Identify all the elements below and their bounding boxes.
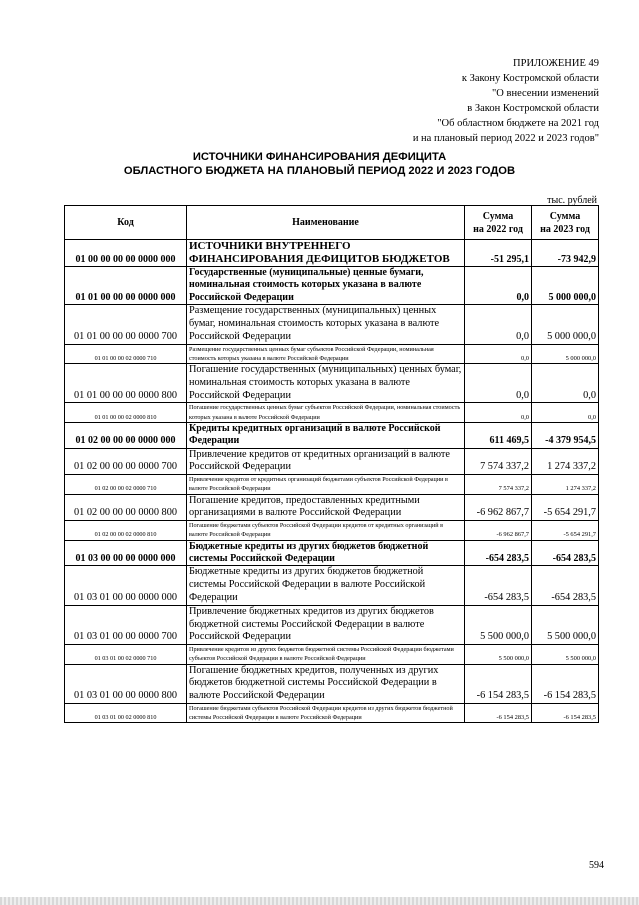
table-row bbox=[65, 645, 599, 664]
row-sum-2023: -654 283,5 bbox=[532, 566, 599, 605]
appendix-header-line: и на плановый период 2022 и 2023 годов" bbox=[412, 133, 599, 144]
table-row bbox=[65, 566, 599, 605]
table-row bbox=[65, 494, 599, 521]
row-name: Привлечение бюджетных кредитов из других бюджетов бюджетной системы Российской Федерации в валюте Российской Федерации bbox=[187, 605, 465, 644]
appendix-header-line: "Об областном бюджете на 2021 год bbox=[437, 118, 599, 129]
appendix-header-line: к Закону Костромской области bbox=[461, 73, 599, 84]
table-row bbox=[65, 521, 599, 540]
row-name: Погашение государственных (муниципальных) ценных бумаг, номинальная стоимость которых указана в валюте Российской Федерации bbox=[187, 364, 465, 403]
column-header-2023-line-2: на 2023 год bbox=[540, 223, 590, 235]
row-name: Бюджетные кредиты из других бюджетов бюджетной системы Российской Федерации bbox=[187, 540, 465, 566]
row-sum-2022: 7 574 337,2 bbox=[465, 475, 532, 494]
appendix-header bbox=[413, 56, 599, 146]
document-title-line-2: ОБЛАСТНОГО БЮДЖЕТА НА ПЛАНОВЫЙ ПЕРИОД 2022 И 2023 ГОДОВ bbox=[123, 165, 516, 177]
row-sum-2022: -654 283,5 bbox=[465, 540, 532, 566]
row-name: ИСТОЧНИКИ ВНУТРЕННЕГО ФИНАНСИРОВАНИЯ ДЕФИЦИТОВ БЮДЖЕТОВ bbox=[187, 240, 465, 267]
page-number: 594 bbox=[589, 860, 604, 871]
row-sum-2023: 5 000 000,0 bbox=[532, 344, 599, 363]
row-name: Погашение кредитов, предоставленных кредитными организациями в валюте Российской Федерации bbox=[187, 494, 465, 521]
row-sum-2022: -654 283,5 bbox=[465, 566, 532, 605]
row-code: 01 03 01 00 00 0000 000 bbox=[65, 566, 187, 605]
table-row bbox=[65, 704, 599, 723]
table-row bbox=[65, 267, 599, 305]
row-code: 01 00 00 00 00 0000 000 bbox=[65, 240, 187, 267]
row-name: Погашение государственных ценных бумаг субъектов Российской Федерации, номинальная стоимость которых указана в валюте Российской Федерации bbox=[187, 403, 465, 422]
row-sum-2023: -5 654 291,7 bbox=[532, 494, 599, 521]
row-sum-2023: -6 154 283,5 bbox=[532, 664, 599, 703]
column-header-2023-line-1: Сумма bbox=[549, 210, 581, 222]
financing-sources-table bbox=[64, 205, 599, 723]
row-sum-2022: -6 962 867,7 bbox=[465, 521, 532, 540]
table-row bbox=[65, 664, 599, 703]
row-name: Государственные (муниципальные) ценные бумаги, номинальная стоимость которых указана в валюте Российской Федерации bbox=[187, 267, 465, 305]
row-sum-2023: 0,0 bbox=[532, 364, 599, 403]
document-title-line-1: ИСТОЧНИКИ ФИНАНСИРОВАНИЯ ДЕФИЦИТА bbox=[192, 151, 447, 163]
row-sum-2022: -51 295,1 bbox=[465, 240, 532, 267]
table-row bbox=[65, 422, 599, 448]
column-header-code: Код bbox=[65, 206, 187, 240]
row-name: Привлечение кредитов из других бюджетов бюджетной системы Российской Федерации бюджетами субъектов Российской Федерации в валюте Российской Федерации bbox=[187, 645, 465, 664]
table-row bbox=[65, 344, 599, 363]
row-code: 01 02 00 00 02 0000 710 bbox=[65, 475, 187, 494]
row-code: 01 02 00 00 00 0000 800 bbox=[65, 494, 187, 521]
row-name: Размещение государственных ценных бумаг субъектов Российской Федерации, номинальная стоимость которых указана в валюте Российской Федерации bbox=[187, 344, 465, 363]
row-sum-2022: 0,0 bbox=[465, 344, 532, 363]
row-name: Кредиты кредитных организаций в валюте Российской Федерации bbox=[187, 422, 465, 448]
table-row bbox=[65, 364, 599, 403]
row-code: 01 03 01 00 00 0000 700 bbox=[65, 605, 187, 644]
row-sum-2023: 1 274 337,2 bbox=[532, 448, 599, 475]
row-sum-2022: -6 962 867,7 bbox=[465, 494, 532, 521]
table-row bbox=[65, 605, 599, 644]
row-sum-2022: -6 154 283,5 bbox=[465, 704, 532, 723]
column-header-2023 bbox=[532, 206, 599, 240]
units-label: тыс. рублей bbox=[547, 195, 597, 206]
document-title bbox=[0, 150, 639, 178]
column-header-name: Наименование bbox=[187, 206, 465, 240]
row-code: 01 03 01 00 02 0000 710 bbox=[65, 645, 187, 664]
appendix-header-line: в Закон Костромской области bbox=[467, 103, 599, 114]
row-sum-2023: -654 283,5 bbox=[532, 540, 599, 566]
row-code: 01 01 00 00 00 0000 700 bbox=[65, 305, 187, 344]
row-sum-2023: 5 500 000,0 bbox=[532, 605, 599, 644]
row-name: Погашение бюджетами субъектов Российской Федерации кредитов из других бюджетов бюджетной системы Российской Федерации в валюте Российской Федерации bbox=[187, 704, 465, 723]
column-header-2022-line-2: на 2022 год bbox=[473, 223, 523, 235]
row-code: 01 01 00 00 00 0000 800 bbox=[65, 364, 187, 403]
appendix-header-line: "О внесении изменений bbox=[492, 88, 599, 99]
row-sum-2023: 5 000 000,0 bbox=[532, 267, 599, 305]
row-sum-2022: 5 500 000,0 bbox=[465, 645, 532, 664]
row-code: 01 02 00 00 02 0000 810 bbox=[65, 521, 187, 540]
row-name: Привлечение кредитов от кредитных организаций бюджетами субъектов Российской Федерации в валюте Российской Федерации bbox=[187, 475, 465, 494]
row-sum-2023: -4 379 954,5 bbox=[532, 422, 599, 448]
row-sum-2023: 5 500 000,0 bbox=[532, 645, 599, 664]
row-sum-2022: 7 574 337,2 bbox=[465, 448, 532, 475]
row-sum-2022: 611 469,5 bbox=[465, 422, 532, 448]
table-row bbox=[65, 448, 599, 475]
row-sum-2023: -5 654 291,7 bbox=[532, 521, 599, 540]
row-name: Погашение бюджетами субъектов Российской Федерации кредитов от кредитных организаций в валюте Российской Федерации bbox=[187, 521, 465, 540]
row-sum-2022: 5 500 000,0 bbox=[465, 605, 532, 644]
row-code: 01 03 01 00 00 0000 800 bbox=[65, 664, 187, 703]
row-sum-2023: -6 154 283,5 bbox=[532, 704, 599, 723]
table-row bbox=[65, 305, 599, 344]
row-sum-2023: 0,0 bbox=[532, 403, 599, 422]
appendix-header-line: ПРИЛОЖЕНИЕ 49 bbox=[513, 58, 599, 69]
row-code: 01 02 00 00 00 0000 000 bbox=[65, 422, 187, 448]
row-sum-2023: 5 000 000,0 bbox=[532, 305, 599, 344]
row-sum-2023: -73 942,9 bbox=[532, 240, 599, 267]
table-row bbox=[65, 475, 599, 494]
row-sum-2022: 0,0 bbox=[465, 403, 532, 422]
table-row bbox=[65, 540, 599, 566]
row-code: 01 01 00 00 00 0000 000 bbox=[65, 267, 187, 305]
row-code: 01 01 00 00 02 0000 710 bbox=[65, 344, 187, 363]
scan-edge-strip bbox=[0, 897, 639, 905]
row-sum-2022: 0,0 bbox=[465, 267, 532, 305]
table-row bbox=[65, 240, 599, 267]
row-sum-2022: -6 154 283,5 bbox=[465, 664, 532, 703]
row-sum-2023: 1 274 337,2 bbox=[532, 475, 599, 494]
row-name: Размещение государственных (муниципальных) ценных бумаг, номинальная стоимость которых указана в валюте Российской Федерации bbox=[187, 305, 465, 344]
row-name: Бюджетные кредиты из других бюджетов бюджетной системы Российской Федерации в валюте Российской Федерации bbox=[187, 566, 465, 605]
row-sum-2022: 0,0 bbox=[465, 305, 532, 344]
row-sum-2022: 0,0 bbox=[465, 364, 532, 403]
table-row bbox=[65, 403, 599, 422]
row-code: 01 03 01 00 02 0000 810 bbox=[65, 704, 187, 723]
row-code: 01 03 00 00 00 0000 000 bbox=[65, 540, 187, 566]
row-code: 01 02 00 00 00 0000 700 bbox=[65, 448, 187, 475]
row-code: 01 01 00 00 02 0000 810 bbox=[65, 403, 187, 422]
column-header-2022 bbox=[465, 206, 532, 240]
row-name: Погашение бюджетных кредитов, полученных из других бюджетов бюджетной системы Российской Федерации в валюте Российской Федерации bbox=[187, 664, 465, 703]
column-header-2022-line-1: Сумма bbox=[482, 210, 514, 222]
row-name: Привлечение кредитов от кредитных организаций в валюте Российской Федерации bbox=[187, 448, 465, 475]
table-header-row bbox=[65, 206, 599, 240]
